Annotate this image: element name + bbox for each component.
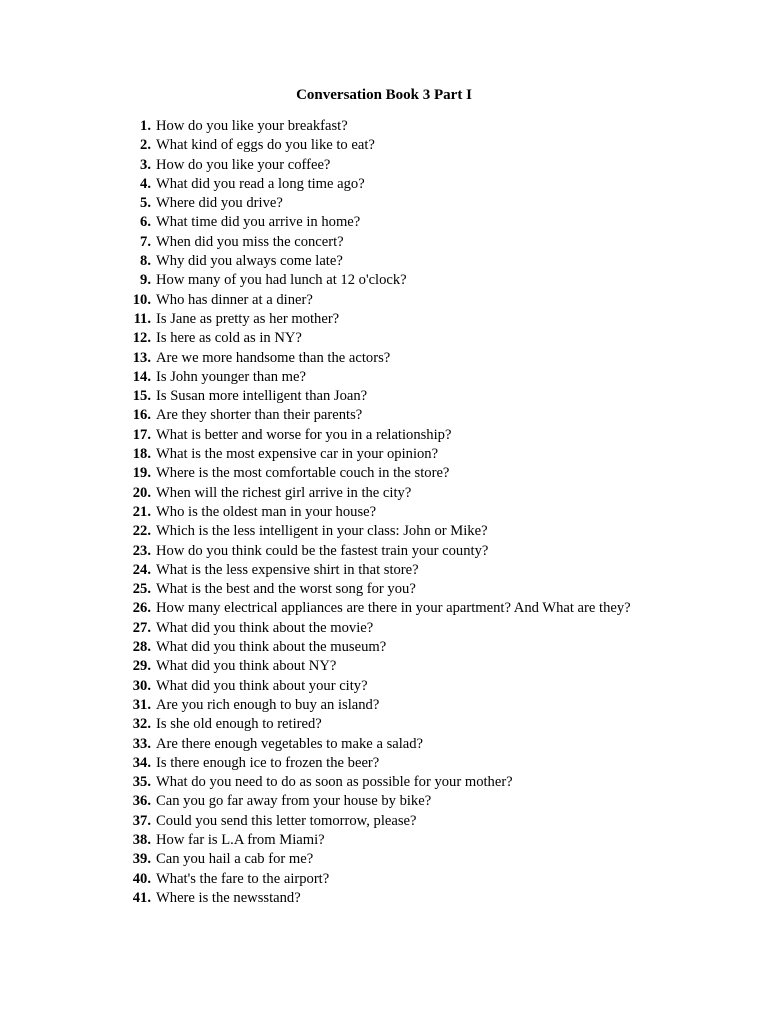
question-number: 34.	[132, 754, 151, 771]
question-number: 8.	[140, 253, 151, 270]
question-number: 33.	[132, 735, 151, 752]
question-text: How many electrical appliances are there in your apartment? And What are they?	[156, 600, 631, 617]
question-number: 41.	[132, 889, 151, 906]
question-number: 29.	[132, 658, 151, 675]
question-text: Who has dinner at a diner?	[156, 291, 313, 308]
question-text: What's the fare to the airport?	[156, 870, 330, 887]
question-number: 11.	[133, 310, 151, 327]
question-number: 30.	[132, 677, 151, 694]
question-number: 20.	[132, 484, 151, 501]
question-number: 3.	[140, 156, 151, 173]
question-number: 13.	[132, 349, 151, 366]
question-text: Could you send this letter tomorrow, please?	[156, 812, 417, 829]
question-item	[0, 715, 636, 734]
question-text: Who is the oldest man in your house?	[156, 503, 377, 520]
question-number: 6.	[140, 214, 151, 231]
question-item	[0, 387, 636, 406]
question-number: 2.	[140, 137, 151, 154]
question-text: What is the most expensive car in your opinion?	[156, 446, 439, 463]
question-text: How do you think could be the fastest train your county?	[156, 542, 489, 559]
question-item	[0, 213, 636, 232]
question-number: 12.	[132, 330, 151, 347]
question-item	[0, 889, 636, 908]
question-item	[0, 773, 636, 792]
question-text: Are there enough vegetables to make a salad?	[156, 735, 424, 752]
question-item	[0, 580, 636, 599]
question-item	[0, 735, 636, 754]
question-text: Are you rich enough to buy an island?	[156, 696, 380, 713]
page-title: Conversation Book 3 Part I	[296, 87, 472, 103]
question-text: Can you hail a cab for me?	[156, 851, 314, 868]
question-text: Is John younger than me?	[156, 368, 306, 385]
question-text: What is the best and the worst song for you?	[156, 581, 416, 598]
question-item	[0, 329, 636, 348]
question-item	[0, 310, 636, 329]
question-number: 22.	[132, 523, 151, 540]
question-item	[0, 426, 636, 445]
question-text: Why did you always come late?	[156, 253, 343, 270]
question-item	[0, 368, 636, 387]
question-number: 25.	[132, 581, 151, 598]
question-number: 4.	[140, 175, 151, 192]
question-text: What did you think about your city?	[156, 677, 368, 694]
question-item	[0, 870, 636, 889]
question-text: Which is the less intelligent in your class: John or Mike?	[156, 523, 488, 540]
question-text: Where did you drive?	[156, 195, 283, 212]
question-item	[0, 117, 636, 136]
question-text: What is the less expensive shirt in that store?	[156, 561, 419, 578]
question-number: 18.	[132, 446, 151, 463]
question-number: 17.	[132, 426, 151, 443]
question-text: How many of you had lunch at 12 o'clock?	[156, 272, 407, 289]
question-text: Where is the newsstand?	[156, 889, 301, 906]
question-number: 14.	[132, 368, 151, 385]
question-text: Is here as cold as in NY?	[156, 330, 302, 347]
question-text: Are they shorter than their parents?	[156, 407, 363, 424]
question-number: 23.	[132, 542, 151, 559]
question-number: 24.	[132, 561, 151, 578]
question-number: 10.	[132, 291, 151, 308]
question-item	[0, 638, 636, 657]
question-item	[0, 233, 636, 252]
question-text: Is she old enough to retired?	[156, 716, 322, 733]
question-text: How do you like your breakfast?	[156, 118, 348, 134]
question-item	[0, 194, 636, 213]
question-item	[0, 156, 636, 175]
question-item	[0, 812, 636, 831]
question-text: How do you like your coffee?	[156, 156, 331, 173]
question-number: 26.	[132, 600, 151, 617]
question-text: What time did you arrive in home?	[156, 214, 361, 231]
question-number: 7.	[140, 233, 151, 250]
question-number: 31.	[132, 696, 151, 713]
question-text: Is there enough ice to frozen the beer?	[156, 754, 380, 771]
question-item	[0, 619, 636, 638]
question-number: 36.	[132, 793, 151, 810]
question-item	[0, 850, 636, 869]
question-item	[0, 406, 636, 425]
question-number: 32.	[132, 716, 151, 733]
question-item	[0, 831, 636, 850]
question-text: Where is the most comfortable couch in the store?	[156, 465, 450, 482]
question-text: Is Jane as pretty as her mother?	[156, 310, 340, 327]
question-item	[0, 696, 636, 715]
question-number: 35.	[132, 774, 151, 791]
question-text: What did you think about the movie?	[156, 619, 374, 636]
question-item	[0, 445, 636, 464]
question-item	[0, 464, 636, 483]
question-item	[0, 503, 636, 522]
question-number: 21.	[132, 503, 151, 520]
question-item	[0, 349, 636, 368]
question-text: What did you think about NY?	[156, 658, 337, 675]
question-item	[0, 252, 636, 271]
question-item	[0, 754, 636, 773]
question-text: What did you read a long time ago?	[156, 175, 365, 192]
question-item	[0, 599, 636, 618]
question-item	[0, 484, 636, 503]
question-item	[0, 561, 636, 580]
question-item	[0, 136, 636, 155]
question-number: 19.	[132, 465, 151, 482]
question-text: What kind of eggs do you like to eat?	[156, 137, 375, 154]
question-text: How far is L.A from Miami?	[156, 831, 325, 848]
question-number: 1.	[140, 118, 151, 134]
question-text: When did you miss the concert?	[156, 233, 344, 250]
question-number: 27.	[132, 619, 151, 636]
question-list	[0, 117, 768, 908]
question-item	[0, 271, 636, 290]
question-item	[0, 657, 636, 676]
question-item	[0, 291, 636, 310]
question-text: Are we more handsome than the actors?	[156, 349, 391, 366]
question-item	[0, 792, 636, 811]
question-text: What did you think about the museum?	[156, 639, 387, 656]
question-number: 37.	[132, 812, 151, 829]
question-item	[0, 175, 636, 194]
question-number: 15.	[132, 388, 151, 405]
question-text: Is Susan more intelligent than Joan?	[156, 388, 368, 405]
question-text: When will the richest girl arrive in the city?	[156, 484, 412, 501]
question-number: 38.	[132, 831, 151, 848]
question-item	[0, 542, 636, 561]
question-number: 39.	[132, 851, 151, 868]
question-number: 28.	[132, 639, 151, 656]
question-text: What is better and worse for you in a relationship?	[156, 426, 452, 443]
question-number: 16.	[132, 407, 151, 424]
question-text: What do you need to do as soon as possible for your mother?	[156, 774, 513, 791]
question-number: 9.	[140, 272, 151, 289]
question-item	[0, 677, 636, 696]
question-number: 5.	[140, 195, 151, 212]
question-text: Can you go far away from your house by bike?	[156, 793, 432, 810]
question-item	[0, 522, 636, 541]
question-number: 40.	[132, 870, 151, 887]
